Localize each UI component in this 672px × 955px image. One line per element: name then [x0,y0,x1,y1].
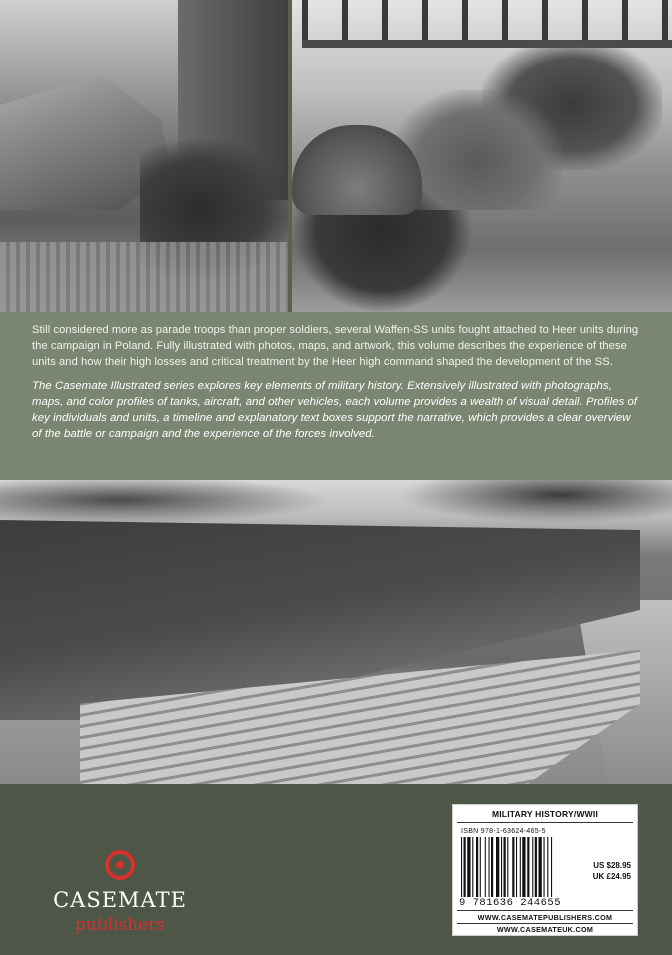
divider [457,923,633,924]
isbn-label: ISBN 978-1-63624-465-5 [461,828,546,835]
divider [457,822,633,823]
publisher-sub: publishers [74,915,166,935]
description-text: Still considered more as parade troops than proper soldiers, several Waffen-SS units fought attached to Heer units during the campaign in Poland. Fully illustrated with photos, maps, and artwork, this volume describes the experience of these units and how their high losses and critical treatment by the Heer high command shaped the development of the SS. [32,324,639,368]
price-uk: UK £24.95 [592,872,631,881]
barcode-bars [461,837,581,897]
back-cover-blurb [0,312,672,480]
photo-armored-car [0,0,288,312]
c-swirl-icon [105,850,135,880]
cobblestone-street [0,242,288,312]
url-us: WWW.CASEMATEPUBLISHERS.COM [477,913,613,922]
category-label: MILITARY HISTORY/WWII [491,809,599,819]
divider [457,910,633,911]
photo-pontoon-column [0,480,672,784]
url-uk: WWW.CASEMATEUK.COM [496,925,594,934]
photo-soldier-bridge [292,0,672,312]
publisher-name: CASEMATE [53,888,187,912]
barcode-panel [452,804,638,936]
price-us: US $28.95 [593,861,631,870]
barcode-digits: 9 781636 244655 [459,897,562,909]
bottom-panel [0,784,672,955]
series-text: The Casemate Illustrated series explores key elements of military history. Extensively illustrated with photographs, maps, and color profiles of tanks, aircraft, and other vehicles, each volume provides a wealth of visual detail. Profiles of key individuals and units, a timeline and explanatory text boxes support the narrative, which provides a clear overview of the battle or campaign and the experience of the forces involved. [32,380,638,440]
